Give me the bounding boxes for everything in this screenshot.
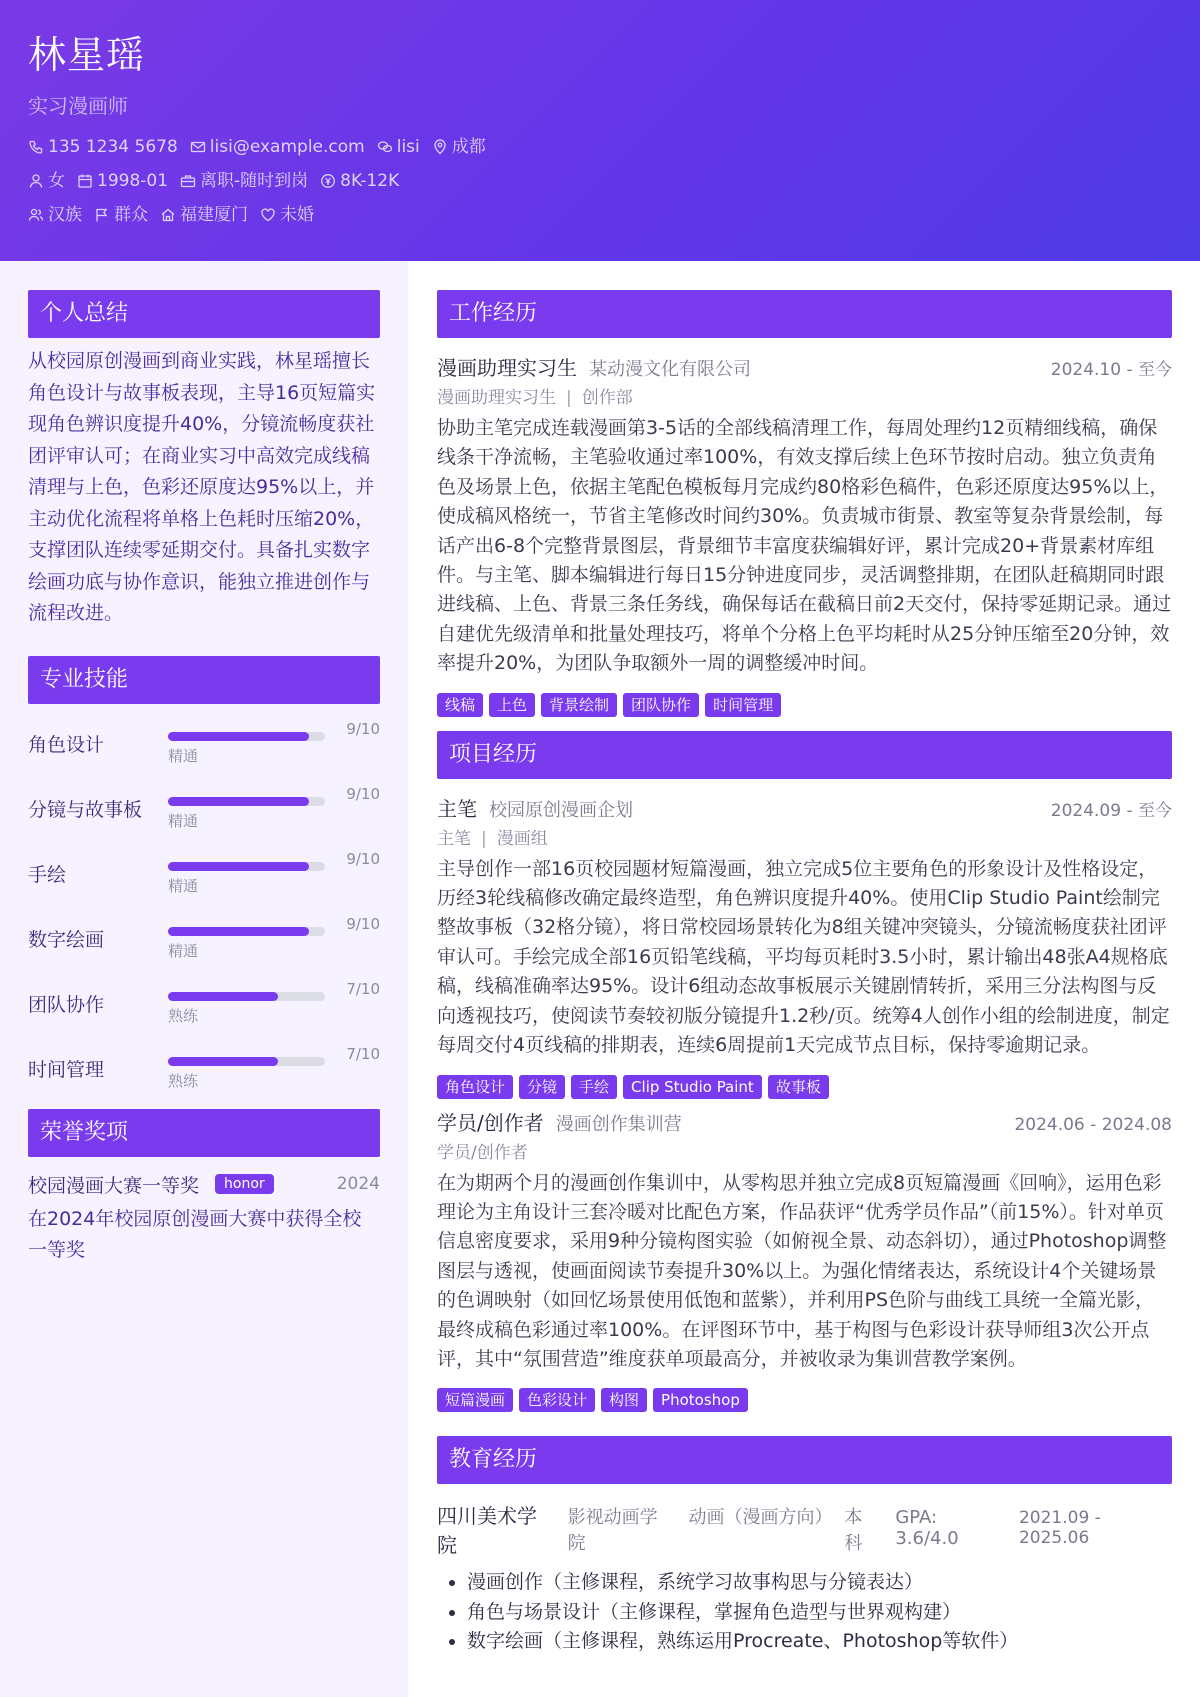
politics-text: 群众 [114, 205, 148, 225]
skills-heading: 专业技能 [28, 656, 380, 704]
status-text: 离职-随时到岗 [200, 171, 309, 191]
skill-score: 9/10 [346, 849, 380, 868]
skill-score: 9/10 [346, 784, 380, 803]
skill-level: 熟练 [168, 1006, 199, 1025]
project-description: 主导创作一部16页校园题材短篇漫画，独立完成5位主要角色的形象设计及性格设定，历经3轮线稿修改确定最终造型，角色辨识度提升40%。使用Clip Studio Paint绘制完整故事板（32格分镜），将日常校园场景转化为8组关键冲突镜头，分镜流畅度获社团评审认可。手绘完成全部16页铅笔线稿，平均每页耗时3.5小时，累计输出48张A4规格底稿，线稿准确率达95%。设计6组动态故事板展示关键剧情转折，采用三分法构图与反向透视技巧，使阅读节奏较初版分镜提升1.2秒/页。统筹4人创作小组的绘制进度，制定每周交付4页线稿的排期表，连续6周提前1天完成节点目标，保持零逾期记录。 [437, 857, 1170, 1057]
job-tags [437, 693, 1172, 717]
briefcase-icon [180, 173, 196, 189]
school-name: 四川美术学院 [437, 1504, 537, 1558]
project-date: 2024.06 - 2024.08 [1014, 1114, 1172, 1135]
skill-item [28, 781, 380, 846]
work-heading: 工作经历 [437, 290, 1172, 338]
candidate-name: 林星瑶 [28, 33, 146, 77]
skill-tag: 上色 [489, 693, 535, 717]
separator: | [481, 828, 487, 849]
salary-text: 8K-12K [340, 171, 400, 191]
politics-info [94, 202, 148, 228]
skill-tag: 故事板 [768, 1075, 829, 1099]
phone-info [28, 134, 178, 160]
skill-tag: 分镜 [519, 1075, 565, 1099]
skill-score: 9/10 [346, 914, 380, 933]
project-role: 学员/创作者 [437, 1142, 528, 1163]
project-header [437, 793, 1172, 822]
marital-text: 未婚 [280, 205, 314, 225]
skill-tag: 短篇漫画 [437, 1388, 513, 1412]
wechat-text: lisi [396, 137, 420, 157]
job-company: 某动漫文化有限公司 [589, 359, 751, 380]
phone-text: 135 1234 5678 [48, 137, 178, 157]
gender-info [28, 168, 65, 194]
money-icon [320, 173, 336, 189]
email-info [190, 134, 365, 160]
summary-text: 从校园原创漫画到商业实践，林星瑶擅长角色设计与故事板表现，主导16页短篇实现角色辨识度提升40%，分镜流畅度获社团评审认可；在商业实习中高效完成线稿清理与上色，色彩还原度达95%以上，并主动优化流程将单格上色耗时压缩20%，支撑团队连续零延期交付。具备扎实数字绘画功底与协作意识，能独立推进创作与流程改进。 [28, 350, 376, 624]
basic-info-row [28, 168, 1172, 194]
skill-item [28, 846, 380, 911]
gender-text: 女 [48, 171, 65, 191]
summary-heading: 个人总结 [28, 290, 380, 338]
skill-item [28, 716, 380, 781]
project-title: 学员/创作者 [437, 1110, 544, 1135]
skill-score: 9/10 [346, 719, 380, 738]
skill-item [28, 1041, 380, 1106]
honor-badge: honor [215, 1174, 274, 1194]
flag-icon [94, 207, 110, 223]
skill-name: 数字绘画 [28, 928, 105, 951]
project-description: 在为期两个月的漫画创作集训中，从零构思并独立完成8页短篇漫画《回响》，运用色彩理论为主角设计三套冷暖对比配色方案，作品获评“优秀学员作品”（前15%）。针对单页信息密度要求，采用9种分镜构图实验（如俯视全景、动态斜切），通过Photoshop调整图层与透视，使画面阅读节奏提升30%以上。为强化情绪表达，系统设计4个关键场景的色调映射（如回忆场景使用低饱和蓝紫），并利用PS色阶与曲线工具统一全篇光影，最终成稿色彩通过率100%。在评图环节中，基于构图与色彩设计获导师组3次公开点评，其中“氛围营造”维度获单项最高分，并被收录为集训营教学案例。 [437, 1171, 1167, 1370]
project-subtitle [437, 1140, 1172, 1166]
project-title: 主笔 [437, 796, 477, 821]
hometown-text: 福建厦门 [180, 205, 248, 225]
skill-tag: 色彩设计 [519, 1388, 595, 1412]
candidate-role: 实习漫画师 [28, 94, 128, 118]
skill-tag: 背景绘制 [541, 693, 617, 717]
degree: 本科 [844, 1507, 863, 1555]
skill-tag: 线稿 [437, 693, 483, 717]
skill-level: 精通 [168, 941, 199, 960]
skill-tag: 手绘 [571, 1075, 617, 1099]
education-date: 2021.09 - 2025.06 [1018, 1508, 1101, 1549]
project-subtitle [437, 826, 1172, 852]
contact-row [28, 134, 1172, 160]
location-info [432, 134, 486, 160]
skill-bar-fill [168, 1057, 278, 1066]
skill-bar [168, 732, 325, 741]
skill-bar [168, 992, 325, 1001]
skill-score: 7/10 [346, 1044, 380, 1063]
skill-tag: Photoshop [653, 1388, 748, 1412]
location-text: 成都 [451, 137, 486, 157]
project-date: 2024.09 - 至今 [1050, 800, 1172, 821]
major-name: 动画（漫画方向） [688, 1507, 833, 1529]
skill-bar-fill [168, 797, 309, 806]
course-item: • 数字绘画（主修课程，熟练运用Procreate、Photoshop等软件） [467, 1627, 1172, 1657]
separator: | [566, 388, 572, 408]
project-header [437, 1107, 1172, 1136]
job-role: 漫画助理实习生 [437, 388, 556, 408]
project-entry [437, 793, 1172, 1099]
job-description: 协助主笔完成连载漫画第3-5话的全部线稿清理工作，每周处理约12页精细线稿，确保线条干净流畅，主笔验收通过率100%，有效支撑后续上色环节按时启动。独立负责角色及场景上色，依据主笔配色模板每月完成约80格彩色稿件，色彩还原度达95%以上，使成稿风格统一，节省主笔修改时间约30%。负责城市街景、教室等复杂背景绘制，每话产出6-8个完整背景图层，背景细节丰富度获编辑好评，累计完成20+背景素材库组件。与主笔、脚本编辑进行每日15分钟进度同步，灵活调整排期，在团队赶稿期同时跟进线稿、上色、背景三条任务线，确保每话在截稿日前2天交付，保持零延期记录。通过自建优先级清单和批量处理技巧，将单个分格上色平均耗时从25分钟压缩至20分钟，效率提升20%，为团队争取额外一周的调整缓冲时间。 [437, 417, 1172, 675]
honor-title: 校园漫画大赛一等奖 [28, 1174, 200, 1197]
project-tags [437, 1388, 1172, 1412]
skill-name: 手绘 [28, 863, 67, 886]
sidebar [0, 261, 408, 1697]
skill-score: 7/10 [346, 979, 380, 998]
honors-heading: 荣誉奖项 [28, 1109, 380, 1157]
personal-info-row [28, 202, 1172, 228]
ethnicity-text: 汉族 [48, 205, 82, 225]
ethnicity-info [28, 202, 82, 228]
job-dept: 创作部 [581, 388, 633, 408]
birth-info [77, 168, 168, 194]
skill-name: 分镜与故事板 [28, 798, 143, 821]
location-pin-icon [432, 139, 448, 155]
skill-level: 精通 [168, 811, 199, 830]
project-tags [437, 1075, 1172, 1099]
salary-info [320, 168, 399, 194]
main-content [437, 290, 1172, 1657]
job-title: 漫画助理实习生 [437, 356, 577, 380]
skill-bar [168, 862, 325, 871]
honor-description: 在2024年校园原创漫画大赛中获得全校一等奖 [28, 1207, 362, 1261]
skill-bar [168, 797, 325, 806]
skill-item [28, 976, 380, 1041]
job-subtitle [437, 385, 1172, 411]
gpa: GPA: 3.6/4.0 [895, 1507, 959, 1550]
skill-bar-fill [168, 927, 309, 936]
hometown-info [160, 202, 248, 228]
user-icon [28, 173, 44, 189]
project-dept: 漫画组 [496, 828, 548, 849]
skill-name: 时间管理 [28, 1058, 105, 1081]
birth-text: 1998-01 [97, 171, 169, 191]
marital-info [260, 202, 314, 228]
skill-level: 精通 [168, 746, 199, 765]
skill-bar-fill [168, 862, 309, 871]
skill-bar-fill [168, 992, 278, 1001]
skill-bar [168, 927, 325, 936]
project-org: 漫画创作集训营 [555, 1113, 682, 1135]
education-heading: 教育经历 [437, 1436, 1172, 1484]
honor-entry [28, 1171, 380, 1198]
job-header [437, 352, 1172, 381]
status-info [180, 168, 308, 194]
home-icon [160, 207, 176, 223]
users-icon [28, 207, 44, 223]
skill-bar [168, 1057, 325, 1066]
skill-item [28, 911, 380, 976]
mail-icon [190, 139, 206, 155]
resume-header [0, 0, 1200, 261]
phone-icon [28, 139, 44, 155]
skill-name: 角色设计 [28, 733, 105, 756]
skill-tag: 时间管理 [705, 693, 781, 717]
project-org: 校园原创漫画企划 [489, 799, 633, 821]
honor-year: 2024 [336, 1174, 380, 1194]
skill-level: 精通 [168, 876, 199, 895]
wechat-info [377, 134, 420, 160]
education-header [437, 1500, 1172, 1558]
college-name: 影视动画学院 [567, 1507, 658, 1555]
project-role: 主笔 [437, 828, 471, 849]
project-entry [437, 1107, 1172, 1413]
heart-icon [260, 207, 276, 223]
course-item: • 角色与场景设计（主修课程，掌握角色造型与世界观构建） [467, 1598, 1172, 1628]
skill-name: 团队协作 [28, 993, 105, 1016]
skill-bar-fill [168, 732, 309, 741]
skill-tag: 构图 [601, 1388, 647, 1412]
course-list [437, 1568, 1172, 1657]
chat-icon [377, 139, 393, 155]
skill-tag: 角色设计 [437, 1075, 513, 1099]
skill-tag: 团队协作 [623, 693, 699, 717]
email-text: lisi@example.com [209, 137, 365, 157]
sidebar-content [28, 290, 380, 1266]
calendar-icon [77, 173, 93, 189]
projects-heading: 项目经历 [437, 731, 1172, 779]
course-item: • 漫画创作（主修课程，系统学习故事构思与分镜表达） [467, 1568, 1172, 1598]
skill-tag: Clip Studio Paint [623, 1075, 762, 1099]
skills-list [28, 716, 380, 1106]
job-date: 2024.10 - 至今 [1050, 360, 1172, 380]
skill-level: 熟练 [168, 1071, 199, 1090]
